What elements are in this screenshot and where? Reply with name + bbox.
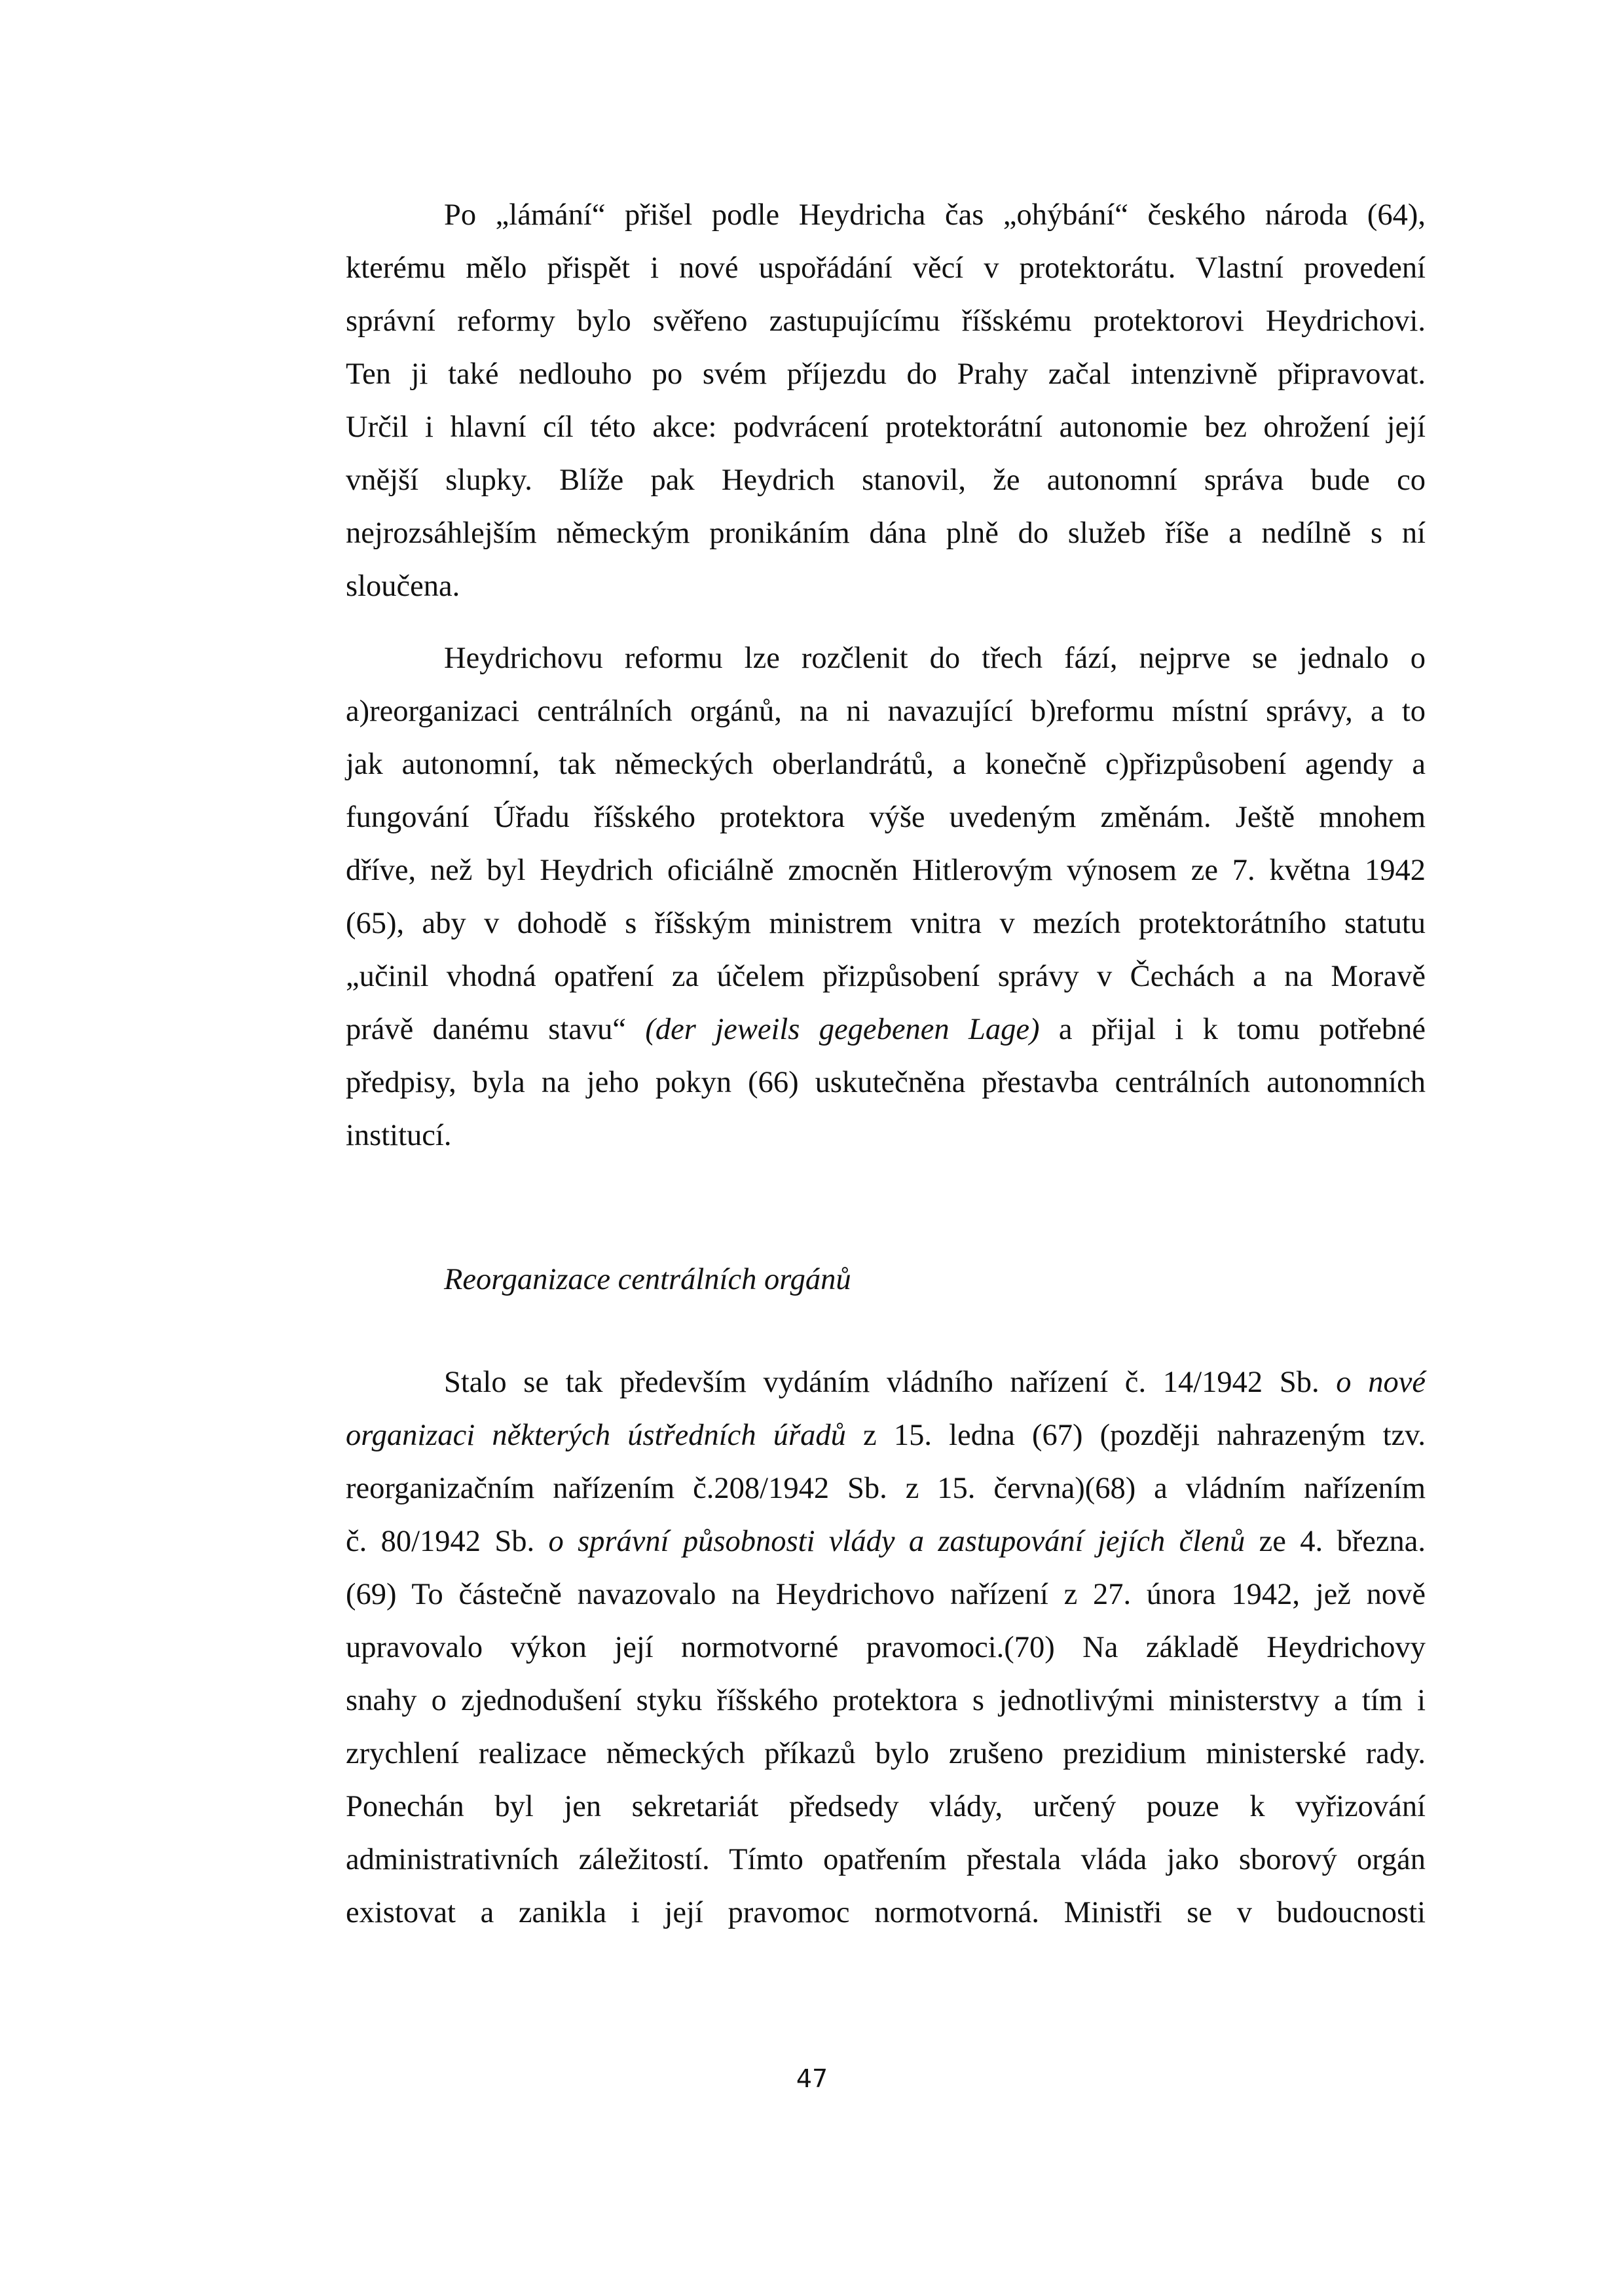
paragraph-line: jak autonomní, tak německých oberlandrátů, a konečně c)přizpůsobení agendy a — [346, 748, 1426, 781]
paragraph-line: Ten ji také nedlouho po svém příjezdu do Prahy začal intenzivně připravovat. — [346, 357, 1426, 391]
italic-text-segment: o správní působnosti vlády a zastupování jejích členů — [548, 1525, 1246, 1558]
text-segment: Stalo se tak především vydáním vládního nařízení č. 14/1942 Sb. — [444, 1366, 1337, 1399]
paragraph-line — [346, 1410, 1426, 1461]
paragraph-line — [346, 1004, 1426, 1055]
text-segment: z 15. ledna (67) (později nahrazeným tzv. — [845, 1419, 1426, 1452]
paragraph-line: Ponechán byl jen sekretariát předsedy vlády, určený pouze k vyřizování — [346, 1790, 1426, 1823]
paragraph-line: a)reorganizaci centrálních orgánů, na ni navazující b)reformu místní správy, a to — [346, 695, 1426, 728]
paragraph-line: správní reformy bylo svěřeno zastupujícímu říšskému protektorovi Heydrichovi. — [346, 304, 1426, 338]
italic-text-segment: (der jeweils gegebenen Lage) — [645, 1013, 1040, 1046]
paragraph-line: vnější slupky. Blíže pak Heydrich stanovil, že autonomní správa bude co — [346, 464, 1426, 497]
text-segment: právě danému stavu“ — [346, 1013, 646, 1046]
paragraph-line: zrychlení realizace německých příkazů bylo zrušeno prezidium ministerské rady. — [346, 1737, 1426, 1770]
paragraph-line: administrativních záležitostí. Tímto opatřením přestala vláda jako sborový orgán — [346, 1843, 1426, 1876]
paragraph-line: upravovalo výkon její normotvorné pravomoci.(70) Na základě Heydrichovy — [346, 1631, 1426, 1664]
text-segment: a přijal i k tomu potřebné — [1039, 1013, 1426, 1046]
italic-text-segment: organizaci některých ústředních úřadů — [346, 1419, 846, 1452]
text-segment: ze 4. března. — [1245, 1525, 1426, 1558]
paragraph-line — [346, 1516, 1426, 1567]
italic-text-segment: o nové — [1336, 1366, 1426, 1399]
paragraph-line: institucí. — [346, 1119, 452, 1152]
paragraph-line: fungování Úřadu říšského protektora výše uvedeným změnám. Ještě mnohem — [346, 801, 1426, 834]
paragraph-line: kterému mělo přispět i nové uspořádání věcí v protektorátu. Vlastní provedení — [346, 251, 1426, 285]
paragraph-line: nejrozsáhlejším německým pronikáním dána plně do služeb říše a nedílně s ní — [346, 517, 1426, 550]
paragraph-line: sloučena. — [346, 570, 460, 603]
paragraph-line: Určil i hlavní cíl této akce: podvrácení protektorátní autonomie bez ohrožení její — [346, 410, 1426, 444]
paragraph-line: snahy o zjednodušení styku říšského protektora s jednotlivými ministerstvy a tím i — [346, 1684, 1426, 1717]
paragraph-line: (69) To částečně navazovalo na Heydrichovo nařízení z 27. února 1942, jež nově — [346, 1578, 1426, 1611]
paragraph-line — [444, 1357, 1426, 1408]
paragraph-line: dříve, než byl Heydrich oficiálně zmocněn Hitlerovým výnosem ze 7. května 1942 — [346, 854, 1426, 887]
paragraph-line: předpisy, byla na jeho pokyn (66) uskutečněna přestavba centrálních autonomních — [346, 1066, 1426, 1099]
paragraph-line: reorganizačním nařízením č.208/1942 Sb. z 15. června)(68) a vládním nařízením — [346, 1472, 1426, 1505]
paragraph-line: Heydrichovu reformu lze rozčlenit do třech fází, nejprve se jednalo o — [444, 642, 1426, 675]
paragraph-line: existovat a zanikla i její pravomoc normotvorná. Ministři se v budoucnosti — [346, 1896, 1426, 1929]
section-heading: Reorganizace centrálních orgánů — [444, 1263, 851, 1296]
text-segment: č. 80/1942 Sb. — [346, 1525, 549, 1558]
page-number: 47 — [796, 2064, 828, 2093]
paragraph-line: (65), aby v dohodě s říšským ministrem vnitra v mezích protektorátního statutu — [346, 907, 1426, 940]
paragraph-line: „učinil vhodná opatření za účelem přizpůsobení správy v Čechách a na Moravě — [346, 960, 1426, 993]
paragraph-line: Po „lámání“ přišel podle Heydricha čas „ohýbání“ českého národa (64), — [444, 198, 1426, 232]
